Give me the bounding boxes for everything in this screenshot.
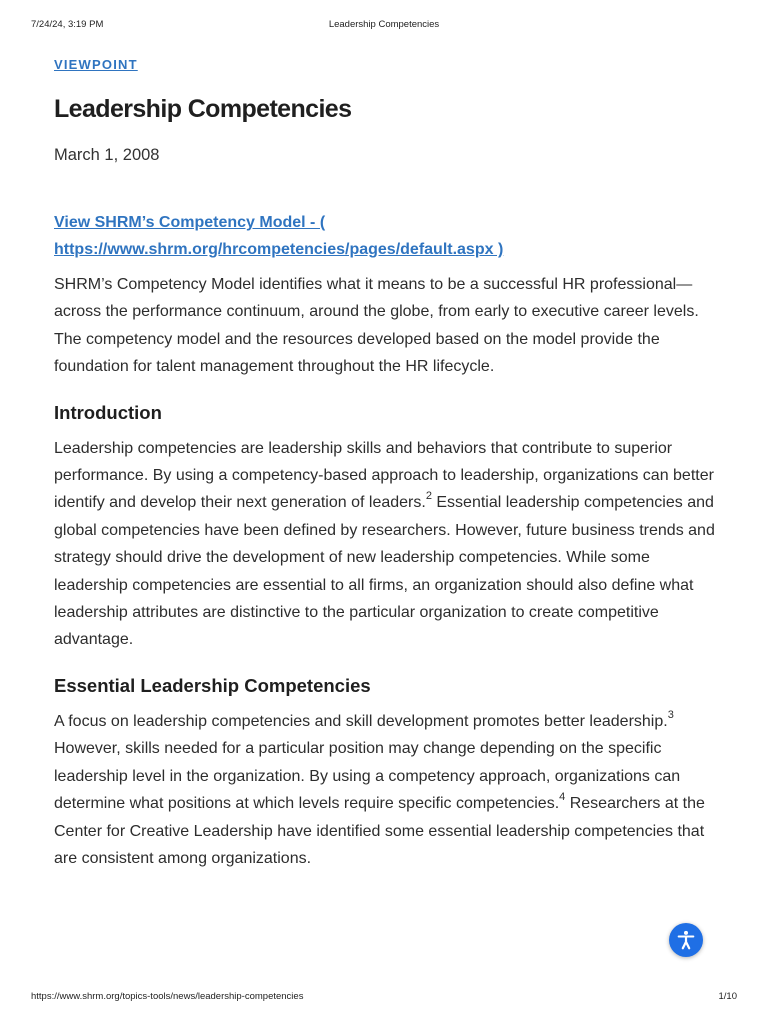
competency-model-link-line2[interactable]: https://www.shrm.org/hrcompetencies/pages/default.aspx ) xyxy=(54,241,504,258)
competency-model-link-line1[interactable]: View SHRM’s Competency Model - ( xyxy=(54,214,326,231)
publish-date: March 1, 2008 xyxy=(54,146,160,164)
essential-text-2: However, skills needed for a particular position may change depending on the specific leadership level in the organization. By using a competency approach, organizations can determine what positions at which levels require specific competencies. xyxy=(54,740,681,813)
essential-competencies-paragraph xyxy=(54,708,724,872)
print-date: 7/24/24, 3:19 PM xyxy=(31,19,104,30)
essential-text-1: A focus on leadership competencies and skill development promotes better leadership. xyxy=(54,712,668,730)
page-title: Leadership Competencies xyxy=(54,95,352,123)
print-header xyxy=(31,19,737,33)
footnote-ref-2[interactable]: 2 xyxy=(425,490,432,503)
competency-model-link[interactable] xyxy=(54,209,724,263)
introduction-text-1: Leadership competencies are leadership skills and behaviors that contribute to superior performance. By using a competency-based approach to leadership, organizations can better identify and develop their next generation of leaders. xyxy=(54,439,714,512)
section-heading-introduction: Introduction xyxy=(54,401,162,423)
print-document-title: Leadership Competencies xyxy=(328,19,440,30)
intro-paragraph: SHRM’s Competency Model identifies what it means to be a successful HR professional—across the performance continuum, around the globe, from early to executive career levels. The competency model and the resources developed based on the model provide the foundation for talent management throughout the HR lifecycle. xyxy=(54,276,699,376)
article xyxy=(54,55,724,872)
introduction-paragraph xyxy=(54,435,724,654)
essential-text-3: Researchers at the Center for Creative Leadership have identified some essential leadership competencies that are consistent among organizations. xyxy=(54,795,705,867)
introduction-text-2: Essential leadership competencies and global competencies have been defined by researchers. However, future business trends and strategy should drive the development of new leadership competencies. While some leadership competencies are essential to all firms, an organization should also define what leadership attributes are distinctive to the particular organization to create competitive advantage. xyxy=(54,494,715,649)
section-heading-essential-leadership-competencies: Essential Leadership Competencies xyxy=(54,674,371,696)
footnote-ref-4[interactable]: 4 xyxy=(559,790,566,803)
print-footer xyxy=(31,991,737,1005)
accessibility-icon xyxy=(675,929,697,951)
footnote-ref-3[interactable]: 3 xyxy=(667,708,674,721)
page-number: 1/10 xyxy=(718,991,737,1002)
print-url: https://www.shrm.org/topics-tools/news/leadership-competencies xyxy=(31,991,304,1002)
accessibility-button[interactable] xyxy=(669,923,703,957)
viewpoint-category-link[interactable]: VIEWPOINT xyxy=(54,57,138,72)
